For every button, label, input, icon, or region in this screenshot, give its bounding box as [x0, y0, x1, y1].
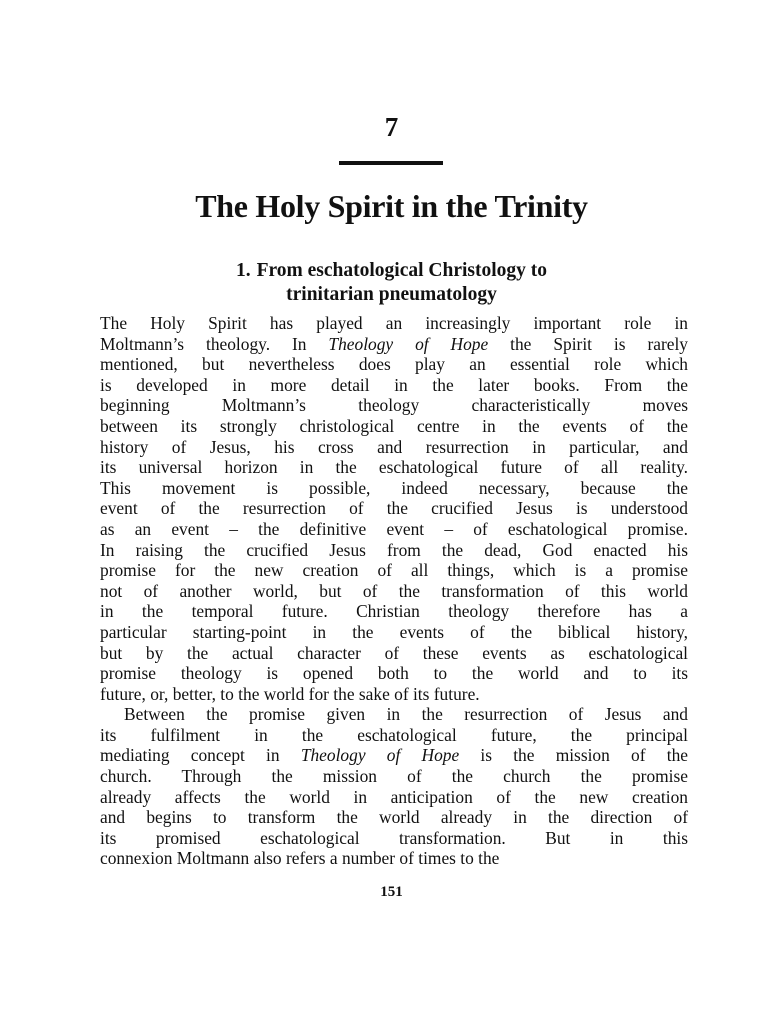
text-run: its universal horizon in the eschatological future of all reality.	[100, 457, 688, 478]
text-line	[100, 663, 688, 684]
text-line	[100, 334, 688, 355]
text-line	[100, 354, 688, 375]
text-line	[100, 395, 688, 416]
text-line	[100, 560, 688, 581]
text-run: In raising the crucified Jesus from the dead, God enacted his	[100, 539, 688, 560]
text-run: but by the actual character of these events as eschatological	[100, 642, 688, 663]
chapter-rule	[339, 161, 443, 165]
text-run: promise for the new creation of all things, which is a promise	[100, 560, 688, 581]
text-line	[100, 313, 688, 334]
text-line	[100, 622, 688, 643]
text-run: is the mission of the	[459, 745, 688, 766]
section-heading	[0, 259, 768, 307]
section-title-line1: From eschatological Christology to	[256, 260, 548, 281]
text-line	[100, 375, 688, 396]
text-run: as an event – the definitive event – of eschatological promise.	[100, 518, 688, 539]
text-run: beginning Moltmann’s theology characteristically moves	[100, 395, 688, 416]
body-text	[100, 313, 688, 869]
text-line	[100, 828, 688, 849]
text-run: Between the promise given in the resurrection of Jesus and	[124, 704, 688, 725]
text-line	[100, 766, 688, 787]
text-run: its promised eschatological transformation. But in this	[100, 827, 688, 848]
text-run: The Holy Spirit has played an increasingly important role in	[100, 313, 688, 333]
text-run: connexion Moltmann also refers a number of times to the	[100, 848, 500, 869]
text-run: promise theology is opened both to the world and to its	[100, 663, 688, 684]
text-run: the Spirit is rarely	[488, 333, 688, 354]
text-run: not of another world, but of the transformation of this world	[100, 580, 688, 601]
text-run: between its strongly christological centre in the events of the	[100, 415, 688, 436]
text-run: future, or, better, to the world for the sake of its future.	[100, 683, 480, 704]
chapter-number: 7	[384, 112, 399, 142]
text-line	[100, 725, 688, 746]
text-line	[100, 540, 688, 561]
book-title-italic: Theology of Hope	[328, 333, 489, 354]
text-line	[100, 684, 688, 705]
chapter-title: The Holy Spirit in the Trinity	[195, 188, 588, 224]
text-run: its fulfilment in the eschatological future, the principal	[100, 724, 688, 745]
text-line	[100, 457, 688, 478]
text-run: particular starting-point in the events of the biblical history,	[100, 621, 688, 642]
text-run: Moltmann’s theology. In	[100, 333, 329, 354]
paragraph	[100, 704, 688, 869]
text-run: in the temporal future. Christian theology therefore has a	[100, 601, 688, 622]
text-line	[100, 704, 688, 725]
text-line	[100, 478, 688, 499]
text-run: mentioned, but nevertheless does play an essential role which	[100, 354, 688, 375]
text-line	[100, 519, 688, 540]
text-line	[100, 745, 688, 766]
text-line	[100, 581, 688, 602]
text-line	[100, 848, 688, 869]
book-title-italic: Theology of Hope	[300, 745, 460, 766]
text-line	[100, 643, 688, 664]
text-line	[100, 498, 688, 519]
text-run: and begins to transform the world already in the direction of	[100, 807, 688, 828]
text-run: history of Jesus, his cross and resurrection in particular, and	[100, 436, 688, 457]
section-heading-line1	[0, 259, 768, 283]
text-run: This movement is possible, indeed necessary, because the	[100, 477, 688, 498]
page-number: 151	[380, 884, 403, 900]
paragraph	[100, 313, 688, 704]
text-run: already affects the world in anticipation of the new creation	[100, 786, 688, 807]
section-title-line2: trinitarian pneumatology	[286, 284, 497, 305]
text-run: event of the resurrection of the crucified Jesus is understood	[100, 498, 688, 519]
text-line	[100, 416, 688, 437]
text-line	[100, 807, 688, 828]
text-run: is developed in more detail in the later books. From the	[100, 374, 688, 395]
text-line	[100, 601, 688, 622]
section-number: 1.	[235, 260, 251, 281]
text-run: church. Through the mission of the church the promise	[100, 766, 688, 787]
text-line	[100, 787, 688, 808]
text-run: mediating concept in	[100, 745, 301, 766]
text-line	[100, 437, 688, 458]
